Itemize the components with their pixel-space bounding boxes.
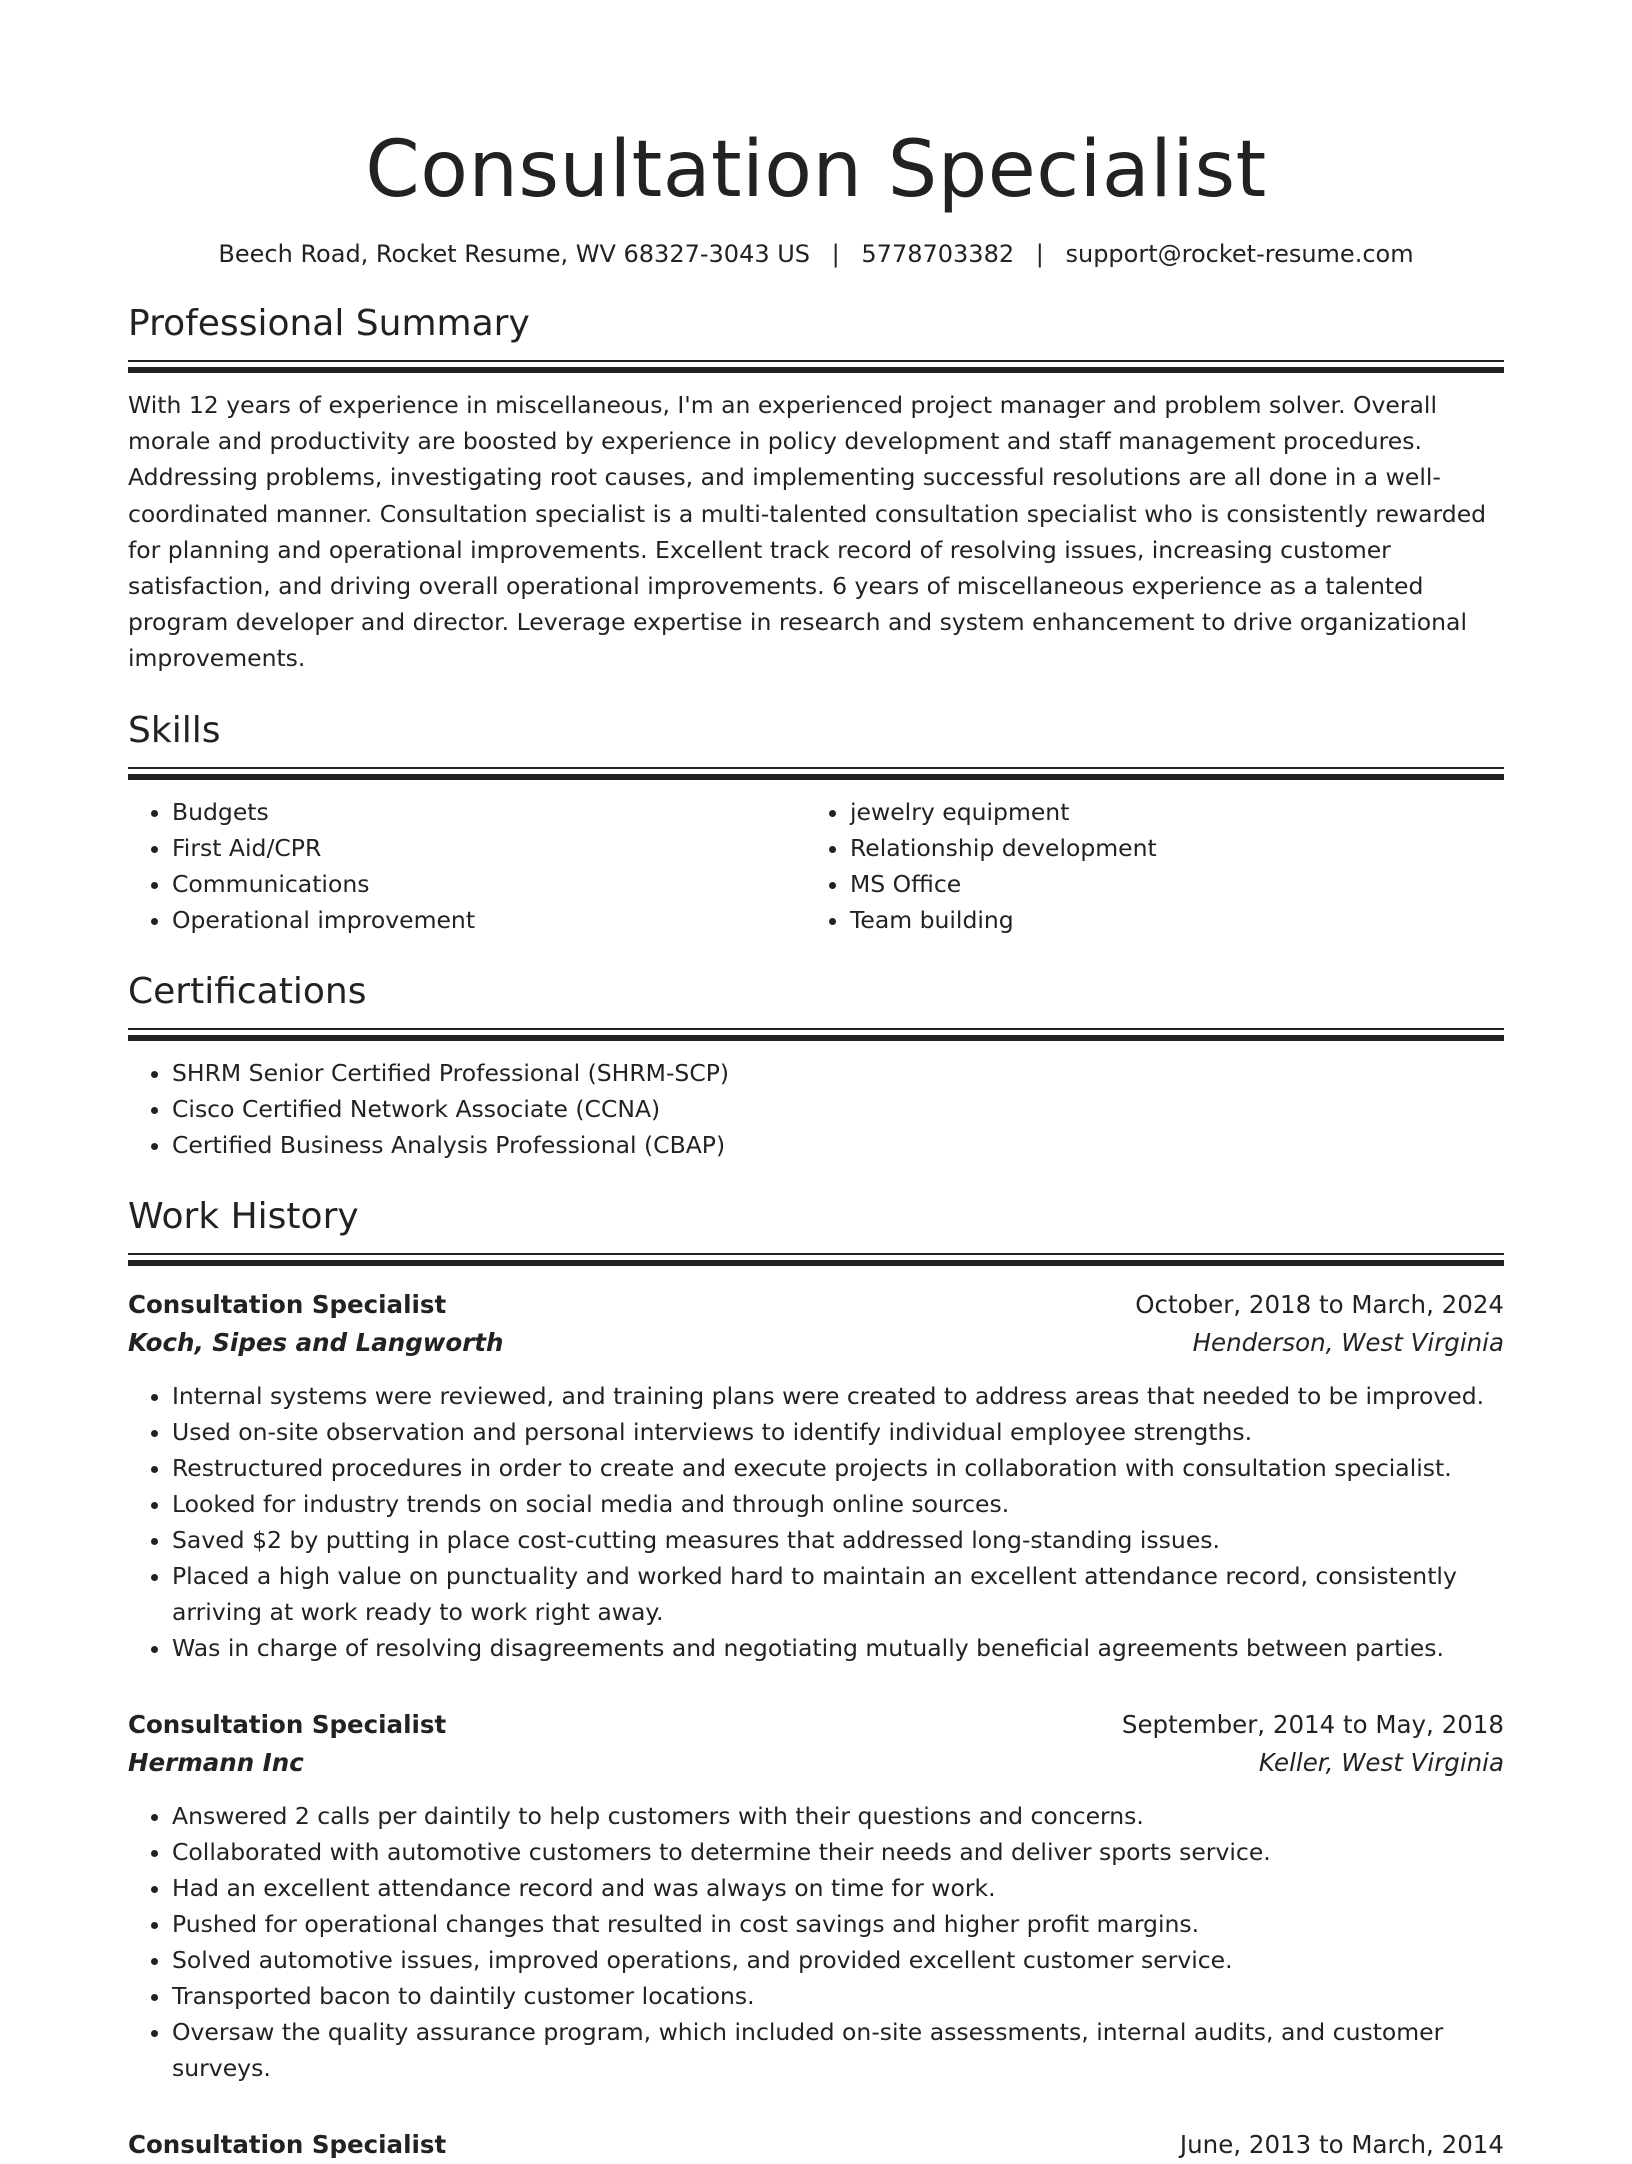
job-bullet: • Collaborated with automotive customers to determine their needs and deliver sports service. [172, 1834, 1504, 1870]
contact-separator: | [831, 240, 840, 268]
skills-left-list [128, 794, 806, 938]
job-title: Consultation Specialist [128, 2129, 447, 2159]
section-divider [128, 360, 1504, 373]
resume-name: Consultation Specialist [365, 125, 1267, 215]
job-title-row [128, 1706, 1504, 1744]
certifications-heading: Certifications [128, 970, 367, 1012]
job-bullet: • Placed a high value on punctuality and worked hard to maintain an excellent attendance record, consistently arriving at work ready to work right away. [172, 1558, 1504, 1630]
job-bullets [128, 1378, 1504, 1666]
job-bullet: • Internal systems were reviewed, and training plans were created to address areas that needed to be improved. [172, 1378, 1504, 1414]
work-history-section [128, 1193, 1504, 2164]
job-entry [128, 2126, 1504, 2164]
skills-columns [128, 794, 1504, 938]
certifications-list [128, 1055, 1504, 1163]
resume-page [128, 0, 1504, 2164]
skill-item: • Communications [172, 866, 806, 902]
job-bullet: • Solved automotive issues, improved operations, and provided excellent customer service. [172, 1942, 1504, 1978]
certification-item: • Certified Business Analysis Professional (CBAP) [172, 1127, 1504, 1163]
job-location: Keller, West Virginia [1258, 1747, 1504, 1777]
contact-line [128, 238, 1504, 270]
job-title: Consultation Specialist [128, 1289, 447, 1319]
job-title-row [128, 1286, 1504, 1324]
job-title-row [128, 2126, 1504, 2164]
skill-item: • MS Office [850, 866, 1484, 902]
section-divider [128, 1028, 1504, 1041]
skills-heading: Skills [128, 709, 221, 751]
skill-item: • jewelry equipment [850, 794, 1484, 830]
job-company-row [128, 1324, 1504, 1362]
work-history-heading: Work History [128, 1195, 359, 1237]
summary-heading: Professional Summary [128, 303, 530, 344]
job-dates: June, 2013 to March, 2014 [1179, 2129, 1504, 2159]
job-bullet: • Oversaw the quality assurance program, which included on-site assessments, internal audits, and customer surveys. [172, 2014, 1504, 2086]
skill-item: • Relationship development [850, 830, 1484, 866]
job-entry [128, 1286, 1504, 1666]
job-bullet: • Transported bacon to daintily customer locations. [172, 1978, 1504, 2014]
job-bullet: • Answered 2 calls per daintily to help customers with their questions and concerns. [172, 1798, 1504, 1834]
job-bullet: • Pushed for operational changes that resulted in cost savings and higher profit margins. [172, 1906, 1504, 1942]
job-dates: September, 2014 to May, 2018 [1121, 1709, 1504, 1739]
job-location: Henderson, West Virginia [1192, 1327, 1504, 1357]
contact-email: support@rocket-resume.com [1065, 240, 1414, 268]
job-bullet: • Looked for industry trends on social media and through online sources. [172, 1486, 1504, 1522]
section-divider [128, 1253, 1504, 1266]
certification-item: • SHRM Senior Certified Professional (SHRM-SCP) [172, 1055, 1504, 1091]
job-bullets [128, 1798, 1504, 2086]
skill-item: • First Aid/CPR [172, 830, 806, 866]
job-dates: October, 2018 to March, 2024 [1135, 1289, 1504, 1319]
job-entry [128, 1706, 1504, 2086]
job-bullet: • Had an excellent attendance record and was always on time for work. [172, 1870, 1504, 1906]
job-company-row [128, 1744, 1504, 1782]
skill-item: • Team building [850, 902, 1484, 938]
job-title: Consultation Specialist [128, 1709, 447, 1739]
skills-section [128, 707, 1504, 938]
skill-item: • Operational improvement [172, 902, 806, 938]
skills-right-list [806, 794, 1484, 938]
contact-separator: | [1035, 240, 1044, 268]
certification-item: • Cisco Certified Network Associate (CCNA) [172, 1091, 1504, 1127]
job-bullet: • Saved $2 by putting in place cost-cutting measures that addressed long-standing issues. [172, 1522, 1504, 1558]
summary-text: With 12 years of experience in miscellaneous, I'm an experienced project manager and problem solver. Overall morale and productivity are boosted by experience in policy development and staff management procedures. Addressing problems, investigating root causes, and implementing successful resolutions are all done in a well-coordinated manner. Consultation specialist is a multi-talented consultation specialist who is consistently rewarded for planning and operational improvements. Excellent track record of resolving issues, increasing customer satisfaction, and driving overall operational improvements. 6 years of miscellaneous experience as a talented program developer and director. Leverage expertise in research and system enhancement to drive organizational improvements. [128, 391, 1487, 673]
job-bullet: • Used on-site observation and personal interviews to identify individual employee strengths. [172, 1414, 1504, 1450]
skill-item: • Budgets [172, 794, 806, 830]
job-company: Koch, Sipes and Langworth [128, 1327, 504, 1357]
contact-address: Beech Road, Rocket Resume, WV 68327-3043 US [218, 240, 811, 268]
section-divider [128, 767, 1504, 780]
summary-section [128, 300, 1504, 677]
job-company: Hermann Inc [128, 1747, 304, 1777]
job-bullet: • Was in charge of resolving disagreements and negotiating mutually beneficial agreements between parties. [172, 1630, 1504, 1666]
contact-phone: 5778703382 [861, 240, 1015, 268]
certifications-section [128, 968, 1504, 1163]
job-bullet: • Restructured procedures in order to create and execute projects in collaboration with consultation specialist. [172, 1450, 1504, 1486]
